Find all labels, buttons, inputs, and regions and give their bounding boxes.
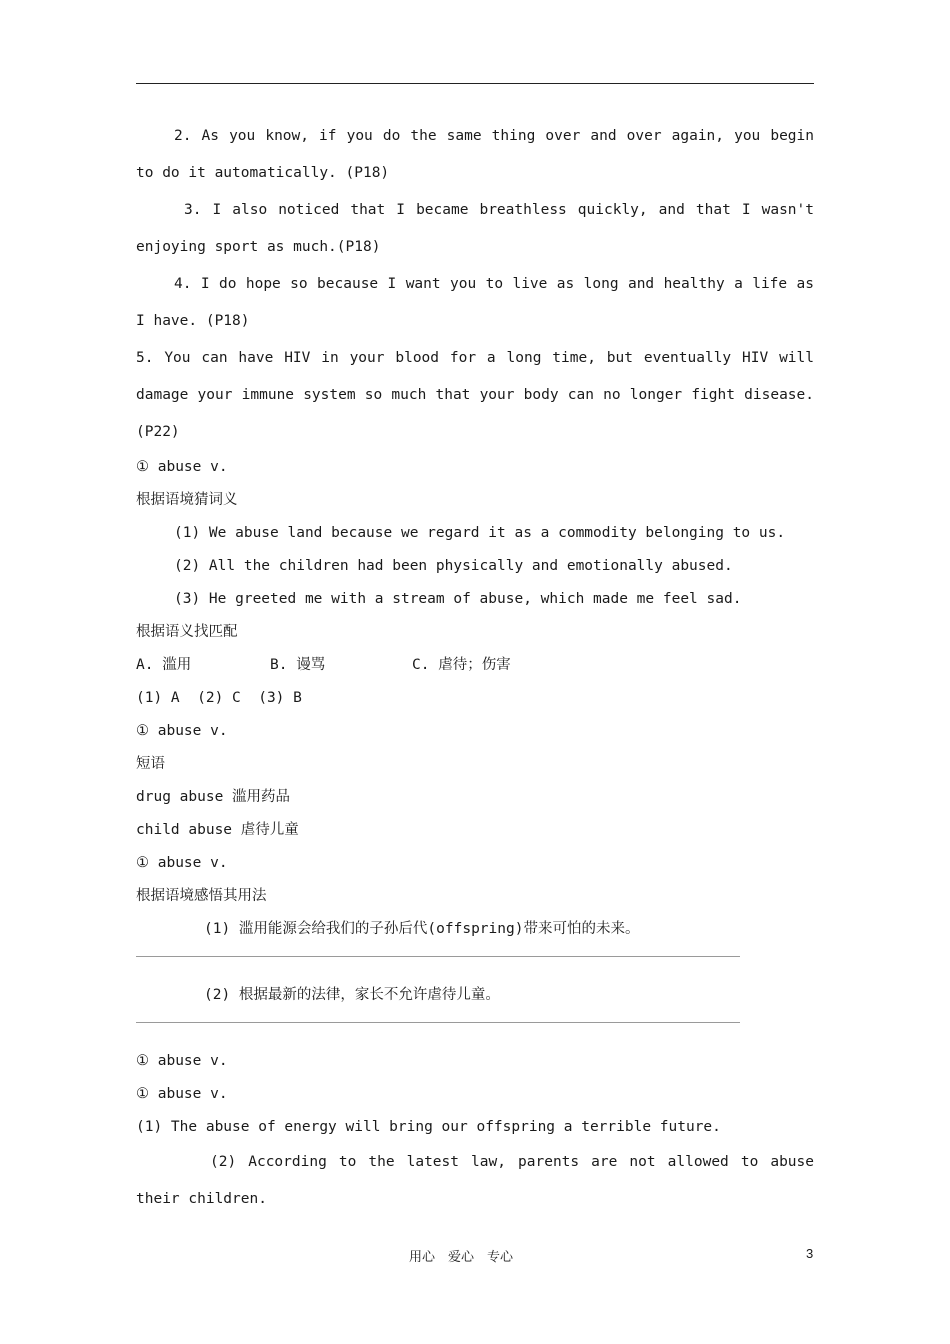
phrase-item-1: drug abuse 滥用药品 <box>136 789 291 805</box>
match-answer: (1) A (2) C (3) B <box>136 690 302 706</box>
option-a: A. 滥用 <box>136 657 192 673</box>
sentence-5: 5. You can have HIV in your blood for a long time, but eventually HIV will damage your immune system so much that your body can no longer fight disease. (P22) <box>136 350 814 440</box>
usage-item-1: (1) 滥用能源会给我们的子孙后代(offspring)带来可怕的未来。 <box>204 921 640 937</box>
word-heading: ① abuse v. <box>136 1053 228 1069</box>
answer-blank-1 <box>136 946 814 979</box>
guess-item-2: (2) All the children had been physically and emotionally abused. <box>174 558 733 574</box>
guess-item-3: (3) He greeted me with a stream of abuse, which made me feel sad. <box>174 591 742 607</box>
sentence-4: 4. I do hope so because I want you to live as long and healthy a life as I have. (P18) <box>136 276 814 329</box>
option-b: B. 谩骂 <box>270 657 326 673</box>
footer-motto: 用心 爱心 专心 <box>408 1250 513 1265</box>
usage-item-2: (2) 根据最新的法律，家长不允许虐待儿童。 <box>204 987 500 1003</box>
word-heading: ① abuse v. <box>136 723 228 739</box>
word-heading: ① abuse v. <box>136 1086 228 1102</box>
word-heading: ① abuse v. <box>136 459 228 475</box>
word-heading: ① abuse v. <box>136 855 228 871</box>
guess-item-1: (1) We abuse land because we regard it as a commodity belonging to us. <box>174 525 786 541</box>
match-options <box>136 649 814 682</box>
answer-blank-2 <box>136 1012 814 1045</box>
sentence-2: 2. As you know, if you do the same thing over and over again, you begin to do it automatically. (P18) <box>136 128 814 181</box>
phrases-heading: 短语 <box>136 756 165 772</box>
match-heading: 根据语义找匹配 <box>136 624 238 640</box>
phrase-item-2: child abuse 虐待儿童 <box>136 822 299 838</box>
header-rule <box>136 83 814 84</box>
sentence-3: 3. I also noticed that I became breathless quickly, and that I wasn't enjoying sport as much.(P18) <box>136 202 814 255</box>
document-body <box>136 118 814 1218</box>
guess-heading: 根据语境猜词义 <box>136 492 238 508</box>
answer-2: (2) According to the latest law, parents are not allowed to abuse their children. <box>136 1154 814 1207</box>
option-c: C. 虐待；伤害 <box>412 657 511 673</box>
usage-heading: 根据语境感悟其用法 <box>136 888 267 904</box>
page-number: 3 <box>806 1246 814 1261</box>
answer-1: (1) The abuse of energy will bring our offspring a terrible future. <box>136 1119 721 1135</box>
